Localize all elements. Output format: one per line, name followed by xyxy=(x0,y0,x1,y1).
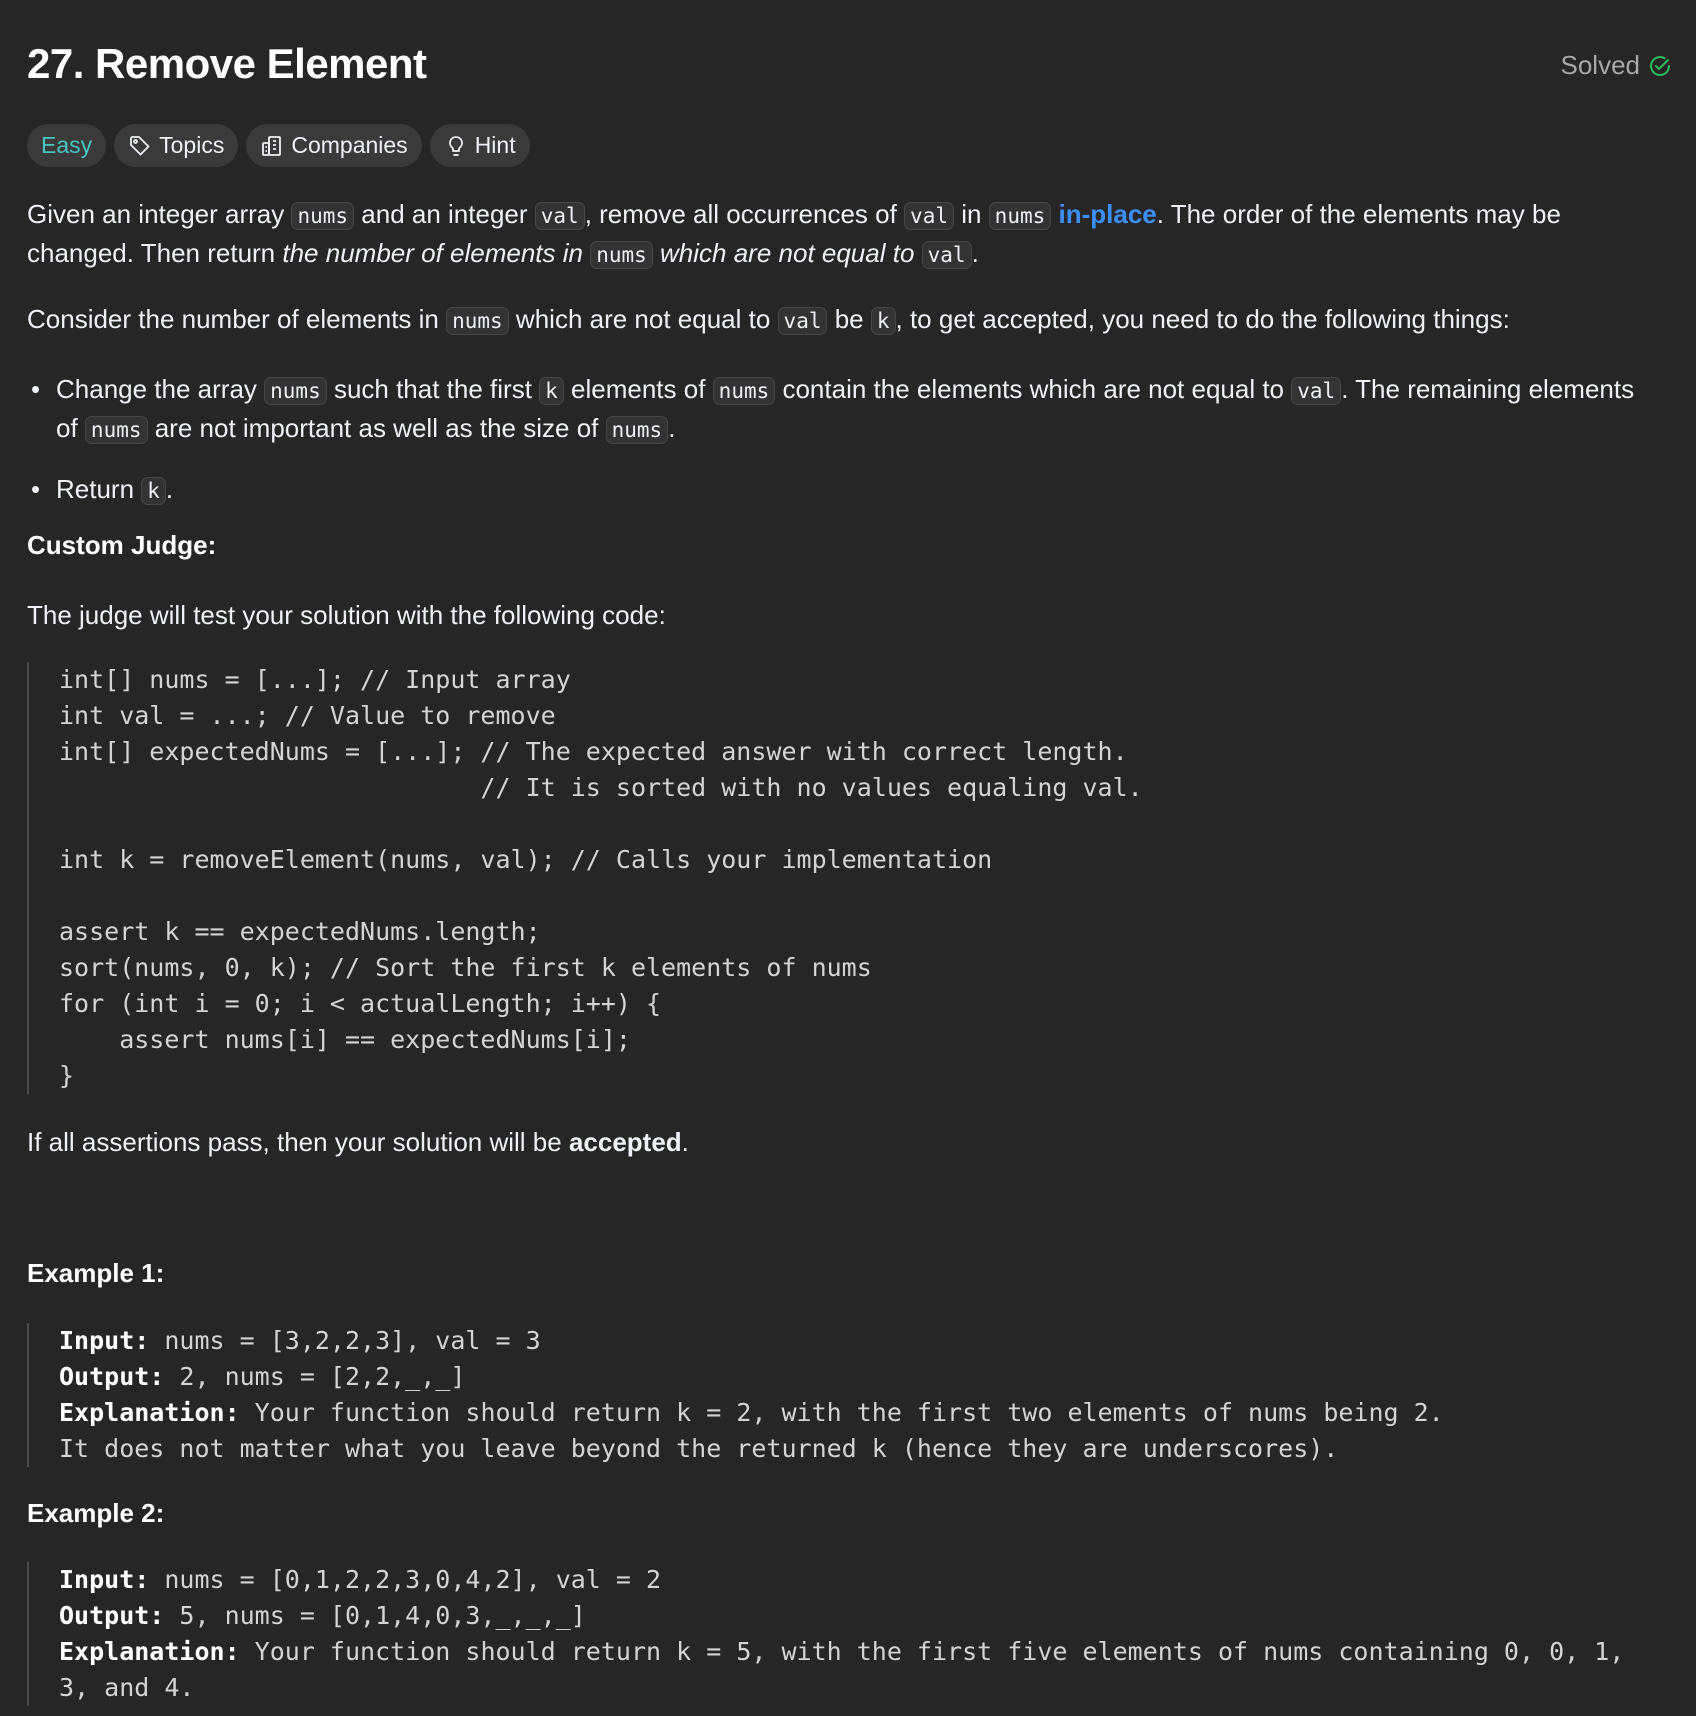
inline-code: val xyxy=(922,241,972,269)
check-circle-icon xyxy=(1648,54,1672,78)
tag-icon xyxy=(128,134,152,158)
hint-label: Hint xyxy=(474,132,516,158)
inline-code: val xyxy=(1291,377,1341,405)
example-1-heading: Example 1: xyxy=(27,1258,165,1288)
description-paragraph-1: Given an integer array nums and an integer val , remove all occurrences of val in nums in-place. The order of the elements may be changed. Then return the number of elements in nums which are not equal to val . xyxy=(27,199,1561,268)
inline-code: nums xyxy=(446,307,509,335)
solved-status xyxy=(1561,50,1673,81)
inline-code: val xyxy=(778,307,828,335)
inline-code: nums xyxy=(264,377,327,405)
example-2-block: Input: nums = [0,1,2,2,3,0,4,2], val = 2 Output: 5, nums = [0,1,4,0,3,_,_,_] Explanation: Your function should return k = 5, with the first five elements of nums containing 0, 0, 1, 3, and 4. xyxy=(27,1562,1624,1706)
building-icon xyxy=(260,134,284,158)
list-item: • Return k . xyxy=(27,471,1672,510)
judge-intro: The judge will test your solution with the following code: xyxy=(27,600,666,630)
lightbulb-icon xyxy=(444,134,468,158)
example-1-block: Input: nums = [3,2,2,3], val = 3 Output: 2, nums = [2,2,_,_] Explanation: Your function should return k = 2, with the first two elements of nums being 2. It does not matter what you leave beyond the returned k (hence they are underscores). xyxy=(27,1323,1444,1467)
topics-label: Topics xyxy=(159,132,225,158)
tag-bar xyxy=(27,124,530,167)
judge-code-block: int[] nums = [...]; // Input array int val = ...; // Value to remove int[] expectedNums = [...]; // The expected answer with correct length. // It is sorted with no values equaling val. int k = removeElement(nums, val); // Calls your implementation assert k == expectedNums.length; sort(nums, 0, k); // Sort the first k elements of nums for (int i = 0; i < actualLength; i++) { assert nums[i] == expectedNums[i]; } xyxy=(27,662,1143,1094)
topics-button[interactable] xyxy=(114,124,238,167)
inline-code: nums xyxy=(85,416,148,444)
list-item: • Change the array nums such that the first k elements of nums contain the elements which are not equal to val . The remaining elements of nums are not important as well as the size of nums . xyxy=(27,371,1672,449)
inline-code: val xyxy=(904,202,954,230)
in-place-link[interactable]: in-place xyxy=(1058,199,1157,229)
inline-code: nums xyxy=(989,202,1052,230)
custom-judge-heading: Custom Judge: xyxy=(27,530,217,560)
accept-paragraph: If all assertions pass, then your solution will be accepted. xyxy=(27,1127,689,1157)
companies-button[interactable] xyxy=(246,124,421,167)
inline-code: nums xyxy=(713,377,776,405)
inline-code: k xyxy=(871,307,896,335)
inline-code: k xyxy=(539,377,564,405)
inline-code: val xyxy=(535,202,585,230)
requirements-list xyxy=(27,371,1672,510)
problem-title[interactable]: 27. Remove Element xyxy=(27,40,427,87)
inline-code: nums xyxy=(291,202,354,230)
companies-label: Companies xyxy=(291,132,408,158)
description-paragraph-2: Consider the number of elements in nums which are not equal to val be k , to get accepted, you need to do the following things: xyxy=(27,304,1510,334)
inline-code: nums xyxy=(590,241,653,269)
difficulty-badge: Easy xyxy=(27,124,106,167)
hint-button[interactable] xyxy=(430,124,530,167)
example-2-heading: Example 2: xyxy=(27,1498,165,1528)
inline-code: k xyxy=(141,477,166,505)
accepted-bold: accepted xyxy=(568,1127,682,1157)
solved-label: Solved xyxy=(1560,50,1640,80)
inline-code: nums xyxy=(606,416,669,444)
